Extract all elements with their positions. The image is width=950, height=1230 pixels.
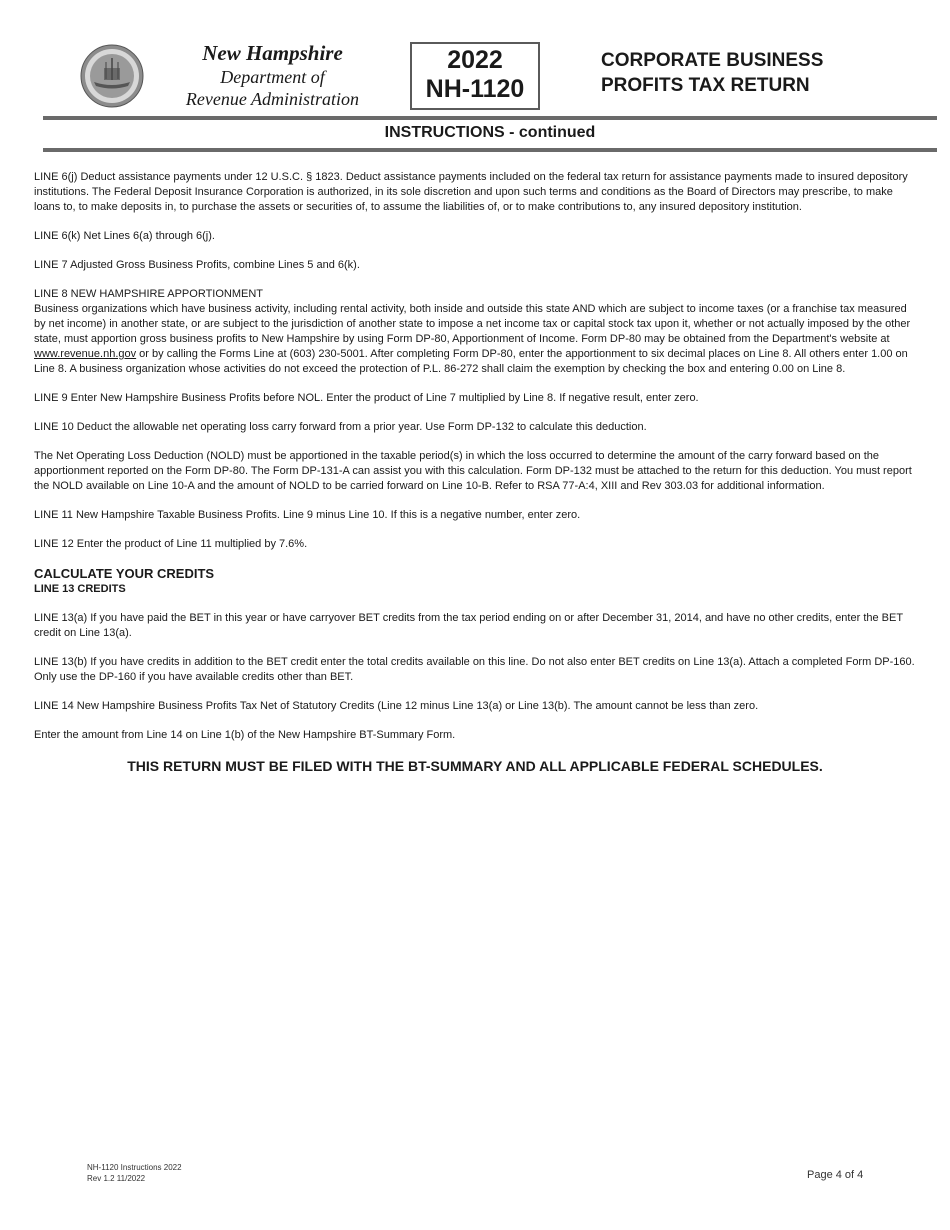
line-13a-paragraph: LINE 13(a) If you have paid the BET in this year or have carryover BET credits from the tax period ending on or after December 31, 2014, and have no other credits, enter the BET credit on Line 13(a). [34,612,903,639]
line-8-text-part-2: or by calling the Forms Line at (603) 230-5001. After completing Form DP-80, enter the apportionment to six decimal places on Line 8. All others enter 1.00 on Line 8. A business organization whose activities do not exceed the protection of P.L. 86-272 shall claim the exemption by checking the box and entering 0.00 on Line 8. [34,348,908,375]
credits-heading: CALCULATE YOUR CREDITS [34,566,215,581]
footer-doc-id: NH-1120 Instructions 2022 [87,1163,182,1172]
form-id-box [410,42,540,110]
department-line-1: Department of [220,67,325,87]
form-title-line-1: CORPORATE BUSINESS [601,50,824,71]
line-11-paragraph: LINE 11 New Hampshire Taxable Business Profits. Line 9 minus Line 10. If this is a negative number, enter zero. [34,509,581,521]
agency-name [160,40,385,110]
footer-doc-info [87,1162,182,1184]
header-rule-top [43,116,937,120]
final-notice: THIS RETURN MUST BE FILED WITH THE BT-SUMMARY AND ALL APPLICABLE FEDERAL SCHEDULES. [127,758,823,774]
header-rule-bottom [43,148,937,152]
line-8-text-part-1: Business organizations which have business activity, including rental activity, both inside and outside this state AND which are subject to income taxes (or a franchise tax measured by net income) in another state, or are subject to the jurisdiction of another state to impose a net income tax or capital stock tax upon it, whether or not actually imposed by the other state, must apportion gross business profits to New Hampshire by using Form DP-80, Apportionment of Income. Form DP-80 may be obtained from the Department's website at [34,303,911,345]
instructions-body [34,170,916,775]
state-name: New Hampshire [202,41,343,65]
footer-revision: Rev 1.2 11/2022 [87,1174,146,1183]
revenue-website-link[interactable]: www.revenue.nh.gov [34,348,137,360]
nold-paragraph: The Net Operating Loss Deduction (NOLD) must be apportioned in the taxable period(s) in which the loss occurred to determine the amount of the carry forward based on the apportionment reported on the Form DP-80. The Form DP-131-A can assist you with this calculation. Form DP-132 must be attached to the return for this deduction. You must report the NOLD available on Line 10-A and the amount of NOLD to be carried forward on Line 10-B. Refer to RSA 77-A:4, XIII and Rev 303.03 for additional information. [34,450,912,492]
form-number: NH-1120 [425,75,525,103]
page-number: Page 4 of 4 [807,1169,864,1181]
line-13b-paragraph: LINE 13(b) If you have credits in addition to the BET credit enter the total credits available on this line. Do not also enter BET credits on Line 13(a). Attach a completed Form DP-160. Only use the DP-160 if you have available credits other than BET. [34,656,915,683]
form-year: 2022 [447,46,503,74]
nh-state-seal-icon [80,44,144,108]
line-14-note: Enter the amount from Line 14 on Line 1(b) of the New Hampshire BT-Summary Form. [34,729,456,741]
line-7-paragraph: LINE 7 Adjusted Gross Business Profits, combine Lines 5 and 6(k). [34,259,360,271]
line-9-paragraph: LINE 9 Enter New Hampshire Business Profits before NOL. Enter the product of Line 7 multiplied by Line 8. If negative result, enter zero. [34,392,699,404]
form-title-line-2: PROFITS TAX RETURN [601,75,810,96]
line-6j-paragraph: LINE 6(j) Deduct assistance payments under 12 U.S.C. § 1823. Deduct assistance payments included on the federal tax return for assistance payments made to insured depository institutions. The Federal Deposit Insurance Corporation is authorized, in its sole discretion and upon such terms and conditions as the Board of Directors may prescribe, to make loans to, to make deposits in, to purchase the assets or securities of, to assume the liabilities of, or to make contributions to, any insured depository institution. [34,171,908,213]
department-line-2: Revenue Administration [185,89,360,109]
line-10-paragraph: LINE 10 Deduct the allowable net operating loss carry forward from a prior year. Use Form DP-132 to calculate this deduction. [34,421,647,433]
line-12-paragraph: LINE 12 Enter the product of Line 11 multiplied by 7.6%. [34,538,308,550]
form-title [601,48,881,98]
credits-subheading: LINE 13 CREDITS [34,583,126,595]
line-14-paragraph: LINE 14 New Hampshire Business Profits Tax Net of Statutory Credits (Line 12 minus Line 13(a) or Line 13(b). The amount cannot be less than zero. [34,700,759,712]
line-8-paragraph [34,287,916,377]
line-6k-paragraph: LINE 6(k) Net Lines 6(a) through 6(j). [34,230,215,242]
line-8-title: LINE 8 NEW HAMPSHIRE APPORTIONMENT [34,288,264,300]
section-title: INSTRUCTIONS - continued [384,124,596,141]
